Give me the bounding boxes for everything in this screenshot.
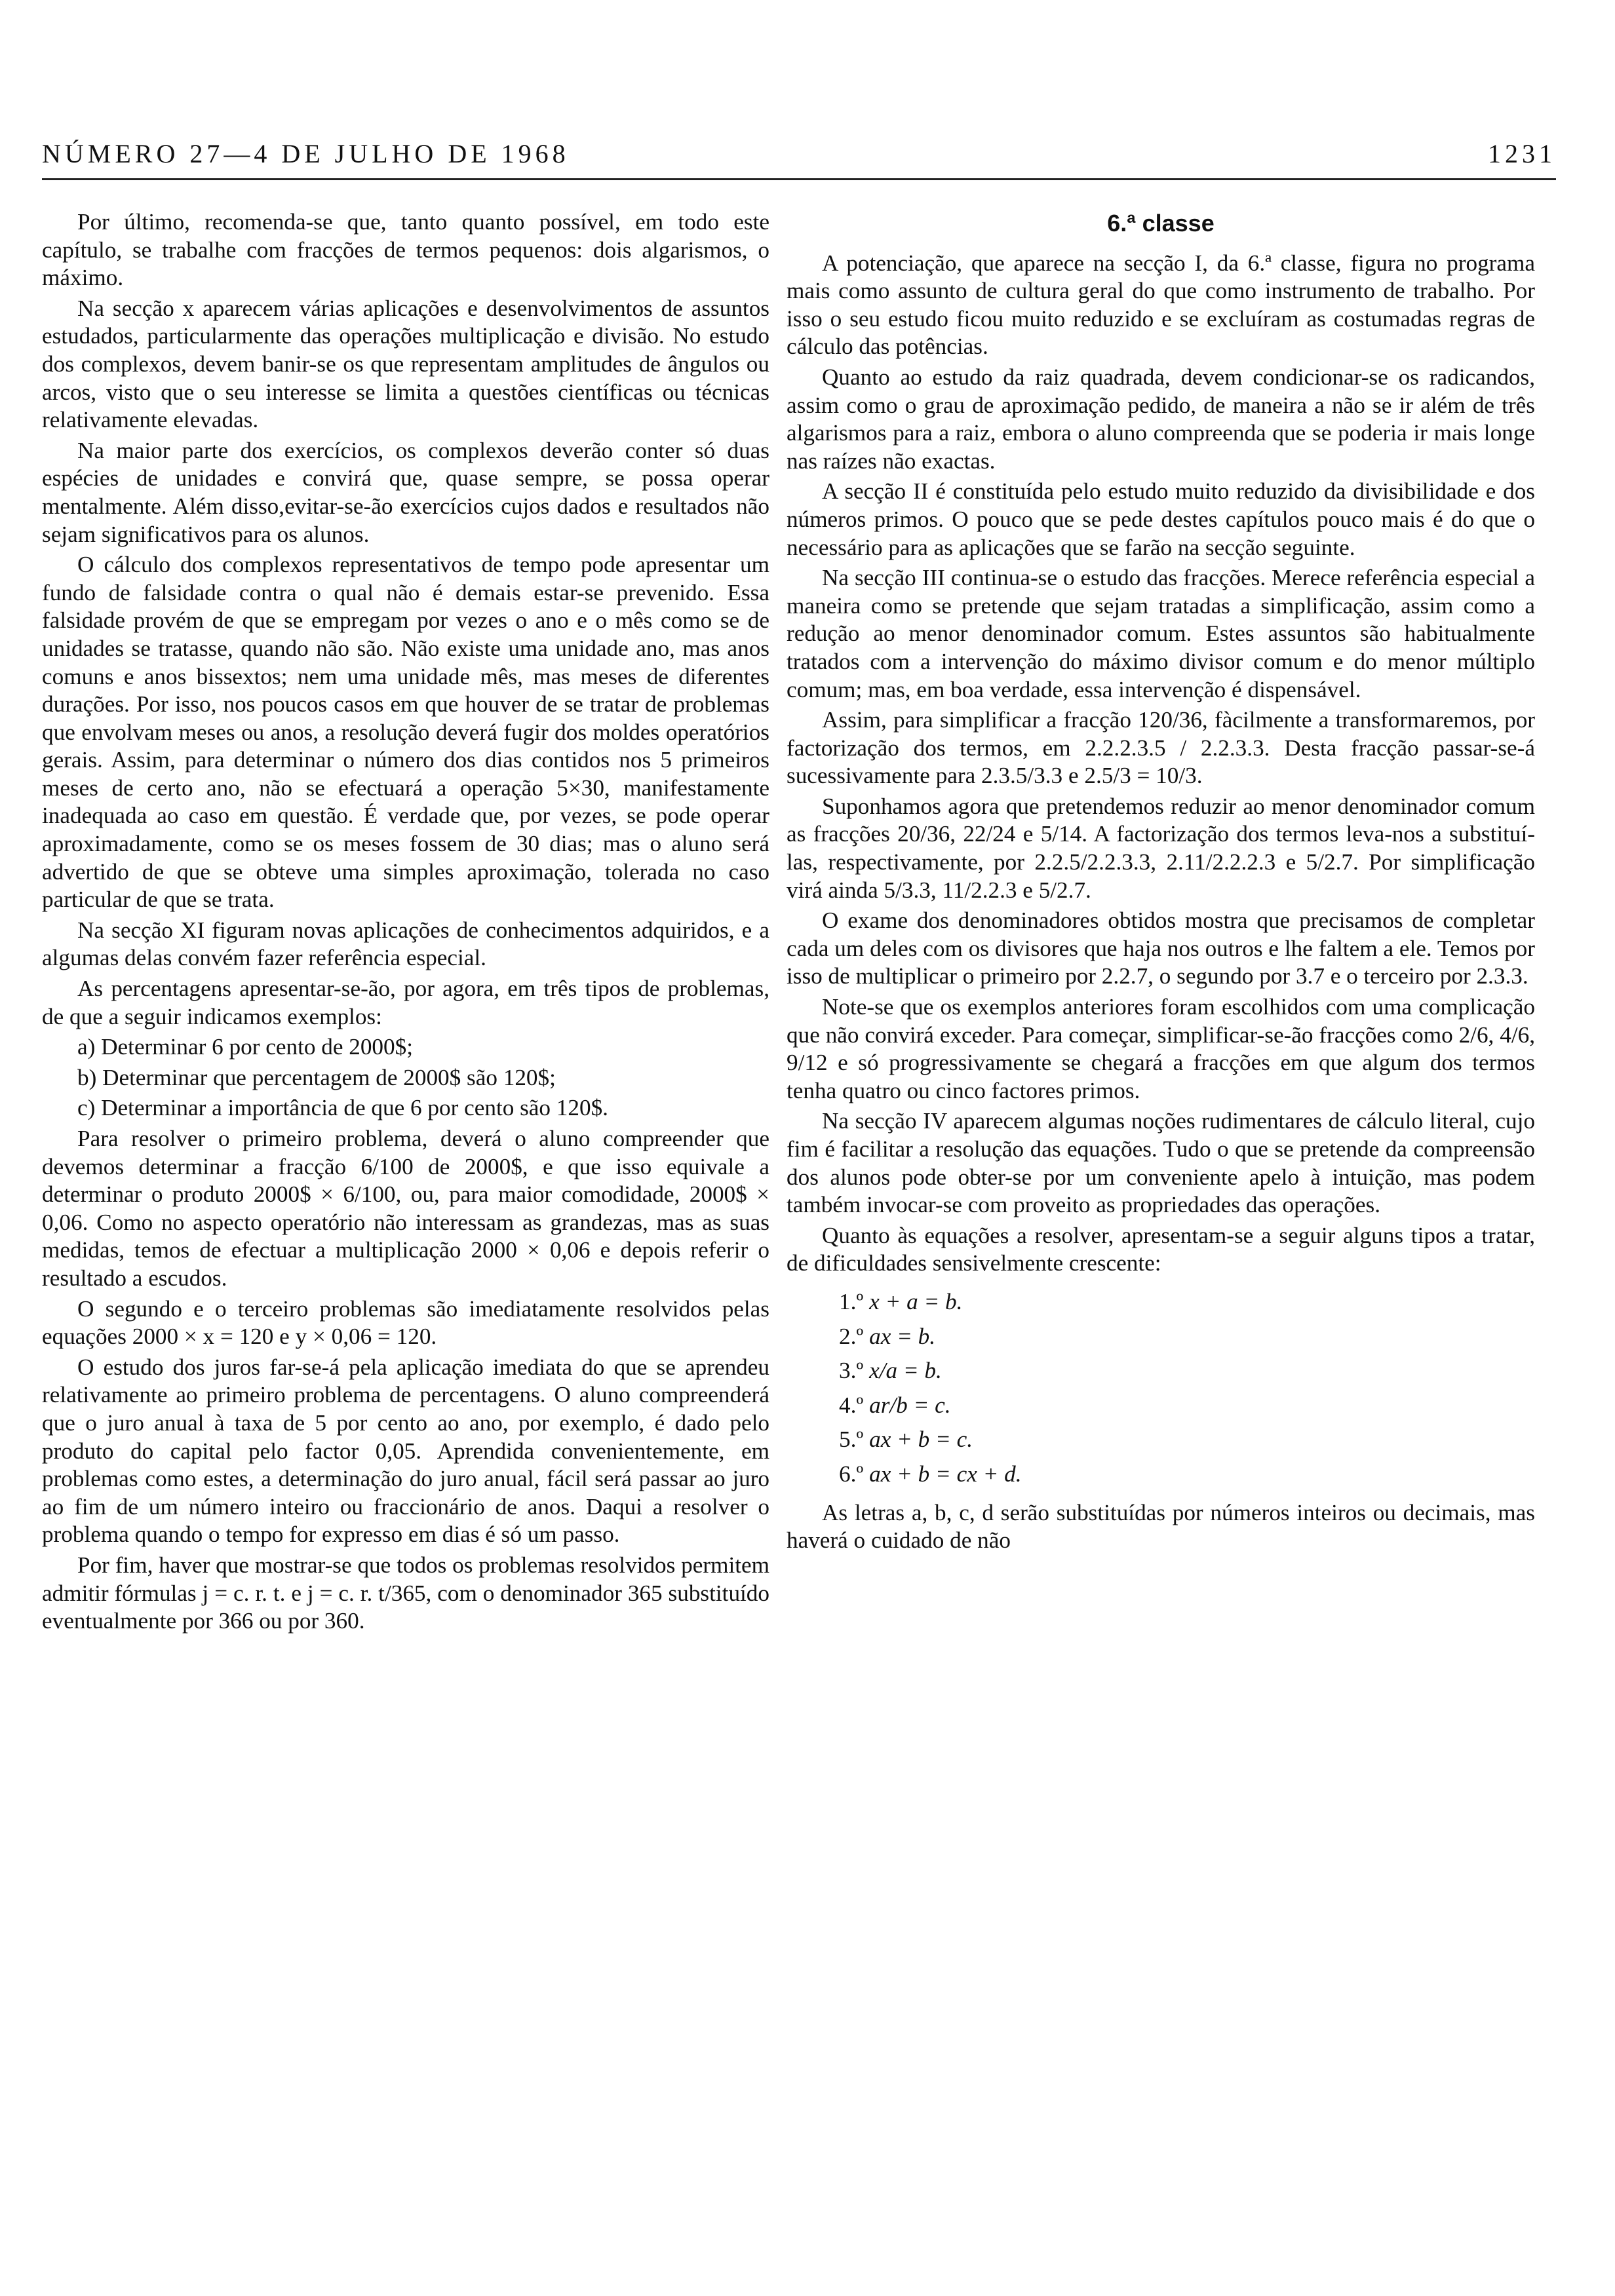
paragraph: A potenciação, que aparece na secção I, da 6.ª classe, figura no programa mais como assunto de cultura geral do que como instrumento de trabalho. Por isso o seu estudo ficou muito reduzido e se excluíram as costumadas regras de cálculo das potências. [787,250,1535,360]
equation-number: 3.º [839,1358,864,1384]
equation-number: 2.º [839,1323,864,1349]
equation-number: 1.º [839,1288,864,1314]
equation-item [839,1357,1535,1385]
equation-item [839,1461,1535,1489]
equation-item [839,1323,1535,1351]
list-item: c) Determinar a importância de que 6 por cento são 120$. [77,1095,608,1121]
equation-expression: ax = b. [869,1323,936,1349]
paragraph: Por último, recomenda-se que, tanto quanto possível, em todo este capítulo, se trabalhe com fracções de termos pequenos: dois algarismos, o máximo. [42,209,769,291]
paragraph: Na secção XI figuram novas aplicações de conhecimentos adquiridos, e a algumas delas convém fazer referência especial. [42,917,769,971]
equation-list [839,1288,1535,1489]
paragraph: Na maior parte dos exercícios, os complexos deverão conter só duas espécies de unidades e convirá que, quase sempre, se possa operar mentalmente. Além disso,evitar-se-ão exercícios cujos dados e resultados não sejam significativos para os alunos. [42,437,769,547]
paragraph: As percentagens apresentar-se-ão, por agora, em três tipos de problemas, de que a seguir indicamos exemplos: [42,976,769,1029]
equation-expression: ar/b = c. [869,1392,951,1418]
header-issue-date: NÚMERO 27—4 DE JULHO DE 1968 [42,139,570,168]
page-number: 1231 [1488,139,1556,168]
paragraph: A secção II é constituída pelo estudo muito reduzido da divisibilidade e dos números primos. O pouco que se pede destes capítulos pouco mais é do que o necessário para as aplicações que se farão na secção seguinte. [787,478,1535,560]
equation-number: 5.º [839,1426,864,1453]
right-column [787,208,1535,1558]
paragraph: As letras a, b, c, d serão substituídas por números inteiros ou decimais, mas haverá o cuidado de não [787,1499,1535,1554]
equation-expression: x + a = b. [869,1288,963,1314]
paragraph: Assim, para simplificar a fracção 120/36, fàcilmente a transformaremos, por factorização dos termos, em 2.2.2.3.5 / 2.2.3.3. Desta fracção passar-se-á sucessivamente para 2.3.5/3.3 e 2.5/3 = 10/3. [787,707,1535,789]
paragraph: O cálculo dos complexos representativos de tempo pode apresentar um fundo de falsidade contra o qual não é demais estar-se prevenido. Essa falsidade provém de que se empregam por vezes o ano e o mês como se de unidades se tratasse, quando não são. Não existe uma unidade ano, mas anos comuns e anos bissextos; nem uma unidade mês, mas meses de diferentes durações. Por isso, nos poucos casos em que houver de se tratar de problemas que envolvam meses ou anos, a resolução deverá fugir dos moldes operatórios gerais. Assim, para determinar o número dos dias contidos nos 5 primeiros meses de certo ano, não se efectuará a operação 5×30, manifestamente inadequada ao caso em questão. É verdade que, por vezes, se pode operar aproximadamente, como se os meses fossem de 30 dias; mas o aluno será advertido de que se obteve uma simples aproximação, tolerada no caso particular de que se trata. [42,552,769,913]
paragraph: Na secção III continua-se o estudo das fracções. Merece referência especial a maneira como se pretende que sejam tratadas a simplificação, assim como a redução ao menor denominador comum. Estes assuntos são habitualmente tratados com a intervenção do máximo divisor comum e do menor múltiplo comum; mas, em boa verdade, essa intervenção é dispensável. [787,565,1535,702]
paragraph: Quanto ao estudo da raiz quadrada, devem condicionar-se os radicandos, assim como o grau de aproximação pedido, de maneira a não se ir além de três algarismos para a raiz, embora o aluno compreenda que se poderia ir mais longe nas raízes não exactas. [787,364,1535,474]
section-title: 6.ª classe [1107,210,1215,237]
page-header [42,123,1556,169]
example-list [42,1033,769,1122]
equation-item [839,1288,1535,1316]
equation-item [839,1392,1535,1420]
paragraph: Note-se que os exemplos anteriores foram escolhidos com uma complicação que não convirá exceder. Para começar, simplificar-se-ão fracções como 2/6, 4/6, 9/12 e só progressivamente se chegará a fracções em que algum dos termos tenha quatro ou cinco factores primos. [787,994,1535,1103]
paragraph: O segundo e o terceiro problemas são imediatamente resolvidos pelas equações 2000 × x = 120 e y × 0,06 = 120. [42,1295,769,1350]
equation-item [839,1426,1535,1454]
paragraph: Para resolver o primeiro problema, deverá o aluno compreender que devemos determinar a fracção 6/100 de 2000$, e que isso equivale a determinar o produto 2000$ × 6/100, ou, para maior comodidade, 2000$ × 0,06. Como no aspecto operatório não interessam as grandezas, mas as suas medidas, temos de efectuar a multiplicação 2000 × 0,06 e depois referir o resultado a escudos. [42,1126,769,1291]
paragraph: O estudo dos juros far-se-á pela aplicação imediata do que se aprendeu relativamente ao primeiro problema de percentagens. O aluno compreenderá que o juro anual à taxa de 5 por cento ao ano, por exemplo, é dado pelo produto do capital pelo factor 0,05. Aprendida convenientemente, em problemas como estes, a determinação do juro anual, fácil será passar ao juro ao fim de um número inteiro ou fraccionário de anos. Daqui a resolver o problema quando o tempo for expresso em dias é só um passo. [42,1354,769,1548]
equation-number: 6.º [839,1461,864,1487]
paragraph: O exame dos denominadores obtidos mostra que precisamos de completar cada um deles com os divisores que haja nos outros e lhe faltem a ele. Temos por isso de multiplicar o primeiro por 2.2.7, o segundo por 3.7 e o terceiro por 2.3.3. [787,908,1535,989]
paragraph: Quanto às equações a resolver, apresentam-se a seguir alguns tipos a tratar, de dificuldades sensivelmente crescente: [787,1222,1535,1276]
paragraph: Na secção x aparecem várias aplicações e desenvolvimentos de assuntos estudados, particularmente das operações multiplicação e divisão. No estudo dos complexos, devem banir-se os que representam amplitudes de ângulos ou arcos, visto que o seu interesse se limita a questões científicas ou técnicas relativamente elevadas. [42,295,769,433]
list-item: a) Determinar 6 por cento de 2000$; [77,1034,413,1060]
paragraph: Por fim, haver que mostrar-se que todos os problemas resolvidos permitem admitir fórmulas j = c. r. t. e j = c. r. t/365, com o denominador 365 substituído eventualmente por 366 ou por 360. [42,1552,769,1634]
paragraph: Na secção IV aparecem algumas noções rudimentares de cálculo literal, cujo fim é facilitar a resolução das equações. Tudo o que se pretende da compreensão dos alunos pode obter-se por um conveniente apelo à intuição, mas podem também invocar-se com proveito as propriedades das operações. [787,1108,1535,1218]
header-rule [42,178,1556,180]
list-item: b) Determinar que percentagem de 2000$ são 120$; [77,1064,556,1090]
paragraph: Suponhamos agora que pretendemos reduzir ao menor denominador comum as fracções 20/36, 22/24 e 5/14. A factorização dos termos leva-nos a substituí-las, respectivamente, por 2.2.5/2.2.3.3, 2.11/2.2.2.3 e 5/2.7. Por simplificação virá ainda 5/3.3, 11/2.2.3 e 5/2.7. [787,793,1535,903]
equation-expression: x/a = b. [869,1358,942,1384]
equation-number: 4.º [839,1392,864,1418]
equation-expression: ax + b = c. [869,1426,973,1453]
left-column [42,208,769,1638]
equation-expression: ax + b = cx + d. [869,1461,1022,1487]
